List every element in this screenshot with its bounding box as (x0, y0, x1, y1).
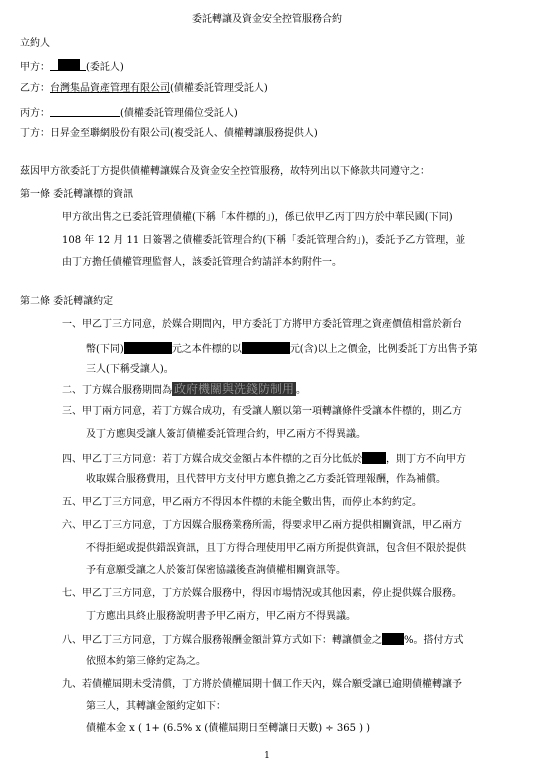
page-number: 1 (264, 751, 270, 761)
article-1-line-3: 由丁方擔任債權管理監督人，該委託管理合約請詳本約附件一。 (62, 257, 342, 268)
clause-1-line-2 (86, 342, 478, 356)
party-yi-label: 乙方： (20, 83, 50, 94)
redaction-block (242, 342, 290, 354)
article-1-line-2: 108 年 12 月 11 日簽署之債權委託管理合約(下稱「委託管理合約」)，委託予乙方管理，並 (62, 235, 466, 246)
clause-9-line-2: 第三人，其轉讓金額約定如下： (86, 701, 226, 712)
party-ding (20, 128, 318, 140)
clause-6-line-3: 予有意願受讓之人於簽訂保密協議後查詢債權相關資訊等。 (86, 565, 346, 576)
intro-paragraph: 茲因甲方欲委託丁方提供債權轉讓媒合及資金安全控管服務，故特列出以下條款共同遵守之： (20, 166, 430, 177)
clause-6-line-2: 不得拒絕或提供錯誤資訊，且丁方得合理使用甲乙兩方所提供資訊，包含但不限於提供 (86, 543, 466, 554)
redaction-block (124, 342, 172, 354)
clause-9-formula: 債權本金 x ( 1+ (6.5% x (債權屆期日至轉讓日天數) ÷ 365 ) ) (86, 723, 371, 734)
party-yi (20, 83, 268, 95)
party-jia-role: (委託人) (86, 62, 124, 73)
party-bing-role: (債權委託管理備位受託人) (120, 108, 238, 119)
clause-4-text-end: ，則丁方不向甲方 (386, 454, 466, 465)
clause-8-text: 八、甲乙丁三方同意，丁方媒合服務報酬金額計算方式如下：轉讓價金之 (62, 635, 382, 646)
party-bing-blank (50, 106, 120, 117)
party-yi-role: (債權委託管理受託人) (170, 83, 268, 94)
clause-1-asset-text: 元之本件標的以 (171, 344, 242, 355)
clause-7-line-2: 丁方應出具終止服務說明書予甲乙兩方，甲乙兩方不得異議。 (86, 611, 356, 622)
party-bing-label: 丙方： (20, 108, 50, 119)
party-jia-blank (50, 60, 86, 71)
clause-1-line-1: 一、甲乙丁三方同意，於媒合期間內，甲方委託丁方將甲方委託管理之資產價值相當於新台 (62, 319, 462, 330)
clause-8-text-end: %。搭付方式 (404, 635, 464, 646)
party-yi-name: 台灣集品資產管理有限公司 (50, 83, 170, 94)
party-ding-name: 日昇金至聯網股份有限公司(複受託人、債權轉讓服務提供人) (50, 128, 318, 139)
clause-4-text: 四、甲乙丁三方同意：若丁方媒合成交金額占本件標的之百分比低於 (62, 454, 362, 465)
clause-4-line-1 (62, 452, 466, 466)
clause-9-line-1: 九、若債權屆期未受清償，丁方將於債權屆期十個工作天內，媒合願受讓已逾期債權轉讓予 (62, 679, 462, 690)
clause-5: 五、甲乙丁三方同意，甲乙兩方不得因本件標的未能全數出售，而停止本約約定。 (62, 497, 422, 508)
clause-1-currency: 幣(下同) (86, 344, 124, 355)
article-1-heading: 第一條 委託轉讓標的資訊 (20, 189, 134, 200)
article-1-line-1: 甲方欲出售之已委託管理債權(下稱「本件標的」)，係已依甲乙丙丁四方於中華民國(下同) (62, 212, 453, 223)
clause-6-line-1: 六、甲乙丁三方同意，丁方因媒合服務業務所需，得要求甲乙兩方提供相關資訊，甲乙兩方 (62, 520, 462, 531)
clause-1-price-text: 元(含)以上之價金，比例委託丁方出售予第 (289, 344, 478, 355)
article-2-heading: 第二條 委託轉讓約定 (20, 296, 114, 307)
clause-1-line-3: 三人(下稱受讓人)。 (86, 364, 174, 375)
party-jia (20, 60, 124, 74)
redaction-block (382, 633, 404, 645)
parties-heading: 立約人 (20, 38, 50, 49)
document-title: 委託轉讓及資金安全控管服務合約 (192, 14, 342, 25)
party-bing (20, 106, 238, 120)
clause-8-line-2: 依照本約第三條約定為之。 (86, 656, 206, 667)
redaction-block (58, 59, 80, 71)
clause-8-line-1 (62, 633, 464, 647)
clause-3-line-1: 三、甲丁兩方同意，若丁方媒合成功，有受讓人願以第一項轉讓條件受讓本件標的，則乙方 (62, 406, 462, 417)
clause-2-text: 二、丁方媒合服務期間為 (62, 385, 172, 396)
clause-7-line-1: 七、甲乙丁三方同意，丁方於媒合服務中，得因市場情況或其他因素，停止提供媒合服務。 (62, 588, 462, 599)
clause-2 (62, 382, 306, 397)
clause-3-line-2: 及丁方應與受讓人簽訂債權委託管理合約，甲乙兩方不得異議。 (86, 429, 366, 440)
clause-4-line-2: 收取媒合服務費用，且代替甲方支付甲方應負擔之乙方委託管理報酬，作為補償。 (86, 474, 446, 485)
redaction-block (362, 452, 386, 464)
watermark-stamp: 政府機關與洗錢防制用 (174, 382, 295, 396)
clause-2-end: 。 (296, 385, 307, 396)
party-jia-label: 甲方： (20, 62, 50, 73)
party-ding-label: 丁方： (20, 128, 50, 139)
